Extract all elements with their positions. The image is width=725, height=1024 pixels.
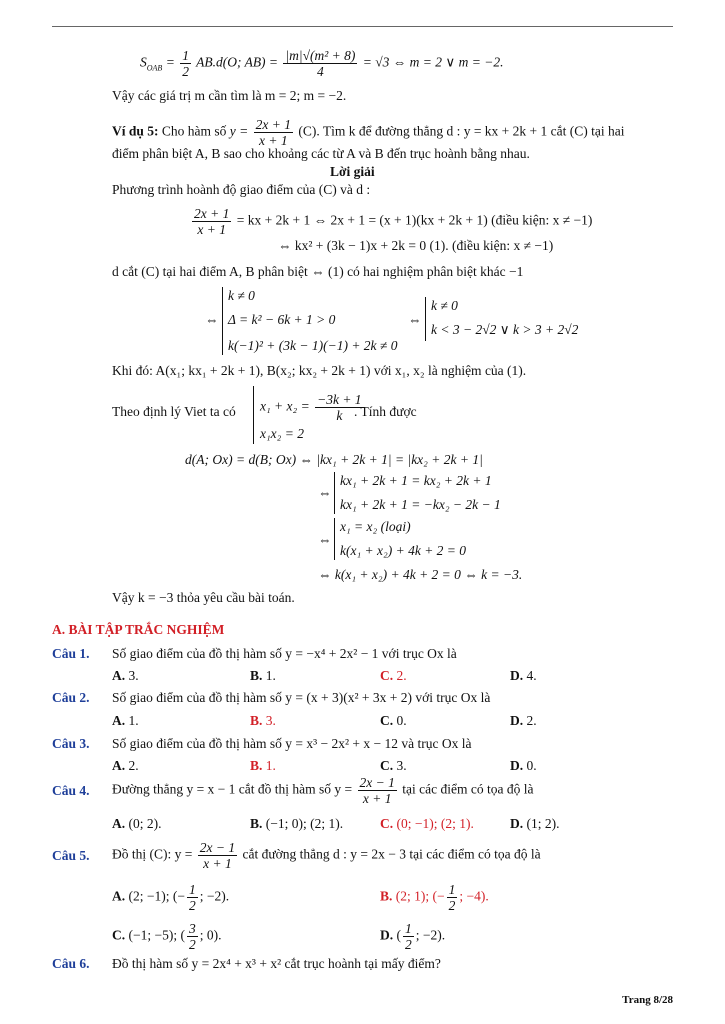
viet-sum: x₁ + x₂ = $\frac{-3k + 1}{k}$ — [260, 392, 362, 423]
section-heading: A. BÀI TẬP TRẮC NGHIỆM — [52, 622, 225, 637]
option-a: A. 1. — [112, 713, 139, 728]
question-label: Câu 5. — [52, 848, 90, 863]
distance-step-3-line: k(x₁ + x₂) + 4k + 2 = 0 — [340, 543, 467, 558]
distance-step-3-arrow: ⇔ — [318, 532, 332, 547]
question-label: Câu 4. — [52, 783, 90, 798]
option-c: C. (0; −1); (2; 1). — [380, 816, 474, 831]
question-label: Câu 6. — [52, 956, 90, 971]
option-b: B. (−1; 0); (2; 1). — [250, 816, 344, 831]
s-oab-equation: $S_{OAB}$ = $\frac{1}{2}$ AB.d(O; AB) = $\frac{\text{|m|√(m² + 8)}}{4}$ = √3 ⇔ m = 2 ∨ m = −2. — [140, 48, 504, 79]
sys2-brace — [425, 297, 426, 341]
sys1-arrow: ⇔ — [205, 312, 219, 327]
sys1-line: k(−1)² + (3k − 1)(−1) + 2k ≠ 0 — [228, 338, 398, 353]
distance-step-3-line: x₁ = x₂ (loại) — [340, 519, 411, 534]
sys2-arrow: ⇔ — [408, 312, 422, 327]
option-a: A. 2. — [112, 758, 139, 773]
sys1-line: Δ = k² − 6k + 1 > 0 — [228, 312, 336, 327]
option-b: B. 3. — [250, 713, 276, 728]
option-d: D. 4. — [510, 668, 537, 683]
viet-tail: . Tính được — [354, 404, 417, 419]
option-c: C. 2. — [380, 668, 407, 683]
option-a: A. (2; −1); (− $\frac{1}{2}$ ; −2). — [112, 882, 230, 913]
option-a: A. (0; 2). — [112, 816, 162, 831]
sys1-line: k ≠ 0 — [228, 288, 255, 303]
option-a: A. 3. — [112, 668, 139, 683]
distance-step-2-line: kx₁ + 2k + 1 = −kx₂ − 2k − 1 — [340, 497, 501, 512]
solution-step-3: ⇔ kx² + (3k − 1)x + 2k = 0 (1). (điều kiện: x ≠ −1) — [278, 238, 554, 253]
distance-step-2-arrow: ⇔ — [318, 485, 332, 500]
example5-conclusion: Vậy k = −3 thỏa yêu cầu bài toán. — [112, 590, 295, 605]
solution-title: Lời giải — [330, 164, 375, 179]
question-label: Câu 2. — [52, 690, 90, 705]
sys1-brace — [222, 287, 223, 355]
solution-step-2: $\frac{2x + 1}{x + 1}$ = kx + 2k + 1 ⇔ 2x + 1 = (x + 1)(kx + 2k + 1) (điều kiện: x ≠ −1) — [194, 206, 593, 237]
question-text: Đồ thị (C): y = $\frac{2x - 1}{x + 1}$ cắt đường thẳng d : y = 2x − 3 tại các điểm có tọa độ là — [112, 840, 541, 871]
question-text: Số giao điểm của đồ thị hàm số y = x³ − 2x² + x − 12 và trục Ox là — [112, 736, 472, 751]
solution-step-5: Khi đó: A(x₁; kx₁ + 2k + 1), B(x₂; kx₂ + 2k + 1) với x₁, x₂ là nghiệm của (1). — [112, 363, 527, 378]
option-d: D. 2. — [510, 713, 537, 728]
example5-line1: Ví dụ 5: Cho hàm số y = $\frac{2x + 1}{x + 1}$ (C). Tìm k để đường thẳng d : y = kx + 2k + 1 cắt (C) tại hai — [112, 117, 625, 148]
option-c: C. 3. — [380, 758, 407, 773]
option-d: D. (1; 2). — [510, 816, 560, 831]
viet-brace — [253, 386, 254, 444]
viet-intro: Theo định lý Viet ta có — [112, 404, 236, 419]
option-b: B. (2; 1); (− $\frac{1}{2}$ ; −4). — [380, 882, 489, 913]
viet-product: x₁x₂ = 2 — [260, 426, 304, 441]
question-text: Số giao điểm của đồ thị hàm số y = −x⁴ + 2x² − 1 với trục Ox là — [112, 646, 457, 661]
sys2-line: k ≠ 0 — [431, 298, 458, 313]
option-b: B. 1. — [250, 758, 276, 773]
option-d: D. ( $\frac{1}{2}$ ; −2). — [380, 921, 446, 952]
distance-step-1: d(A; Ox) = d(B; Ox) ⇔ |kx₁ + 2k + 1| = |kx₂ + 2k + 1| — [185, 452, 483, 467]
solution-step-1: Phương trình hoành độ giao điểm của (C) và d : — [112, 182, 371, 197]
option-b: B. 1. — [250, 668, 276, 683]
question-text: Đồ thị hàm số y = 2x⁴ + x³ + x² cắt trục hoành tại mấy điểm? — [112, 956, 441, 971]
solution-step-4: d cắt (C) tại hai điểm A, B phân biệt ⇔ (1) có hai nghiệm phân biệt khác −1 — [112, 264, 524, 279]
distance-step-4: ⇔ k(x₁ + x₂) + 4k + 2 = 0 ⇔ k = −3. — [318, 567, 523, 582]
option-c: C. (−1; −5); ( $\frac{3}{2}$ ; 0). — [112, 921, 222, 952]
top-conclusion: Vậy các giá trị m cần tìm là m = 2; m = −2. — [112, 88, 347, 103]
distance-step-2-bracket — [334, 472, 335, 514]
page-number: Trang 8/28 — [622, 994, 673, 1006]
sys2-line: k < 3 − 2√2 ∨ k > 3 + 2√2 — [431, 322, 579, 337]
question-label: Câu 1. — [52, 646, 90, 661]
option-d: D. 0. — [510, 758, 537, 773]
question-text: Số giao điểm của đồ thị hàm số y = (x + 3)(x² + 3x + 2) với trục Ox là — [112, 690, 491, 705]
option-c: C. 0. — [380, 713, 407, 728]
question-text: Đường thẳng y = x − 1 cắt đồ thị hàm số y = $\frac{2x - 1}{x + 1}$ tại các điểm có tọa độ là — [112, 775, 534, 806]
distance-step-3-bracket — [334, 518, 335, 560]
example5-line2: điểm phân biệt A, B sao cho khoảng các từ A và B đến trục hoành bằng nhau. — [112, 146, 530, 161]
distance-step-2-line: kx₁ + 2k + 1 = kx₂ + 2k + 1 — [340, 473, 492, 488]
question-label: Câu 3. — [52, 736, 90, 751]
header-rule — [52, 26, 673, 27]
